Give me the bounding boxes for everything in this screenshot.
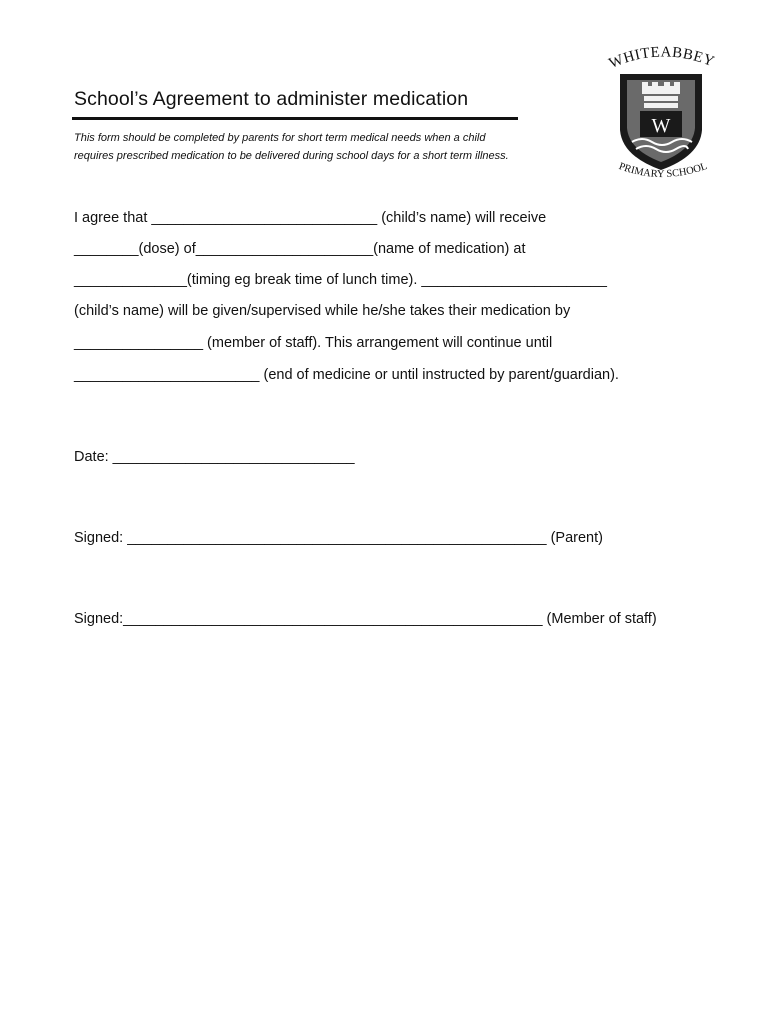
agreement-line-3: ______________(timing eg break time of lunch time). _______________________ — [74, 272, 607, 288]
title-underline — [72, 117, 518, 120]
staff-signature-field[interactable]: Signed:____________________________________________________ (Member of staff) — [74, 611, 657, 627]
intro-text — [74, 129, 614, 165]
agreement-line-5: ________________ (member of staff). This arrangement will continue until — [74, 335, 553, 351]
logo-bottom-text: PRIMARY SCHOOL — [617, 160, 709, 181]
agreement-line-6: _______________________ (end of medicine or until instructed by parent/guardian). — [74, 367, 619, 383]
logo-monogram: W — [651, 115, 671, 137]
page-title: School’s Agreement to administer medication — [74, 88, 469, 110]
agreement-line-4: (child’s name) will be given/supervised while he/she takes their medication by — [74, 303, 571, 319]
agreement-line-2: ________(dose) of______________________(name of medication) at — [74, 241, 526, 257]
logo-top-text: WHITEABBEY — [606, 46, 717, 72]
school-crest-logo — [596, 46, 726, 188]
agreement-line-1: I agree that ____________________________ (child’s name) will receive — [74, 210, 547, 226]
intro-line-2: requires prescribed medication to be delivered during school days for a short term illness. — [74, 150, 509, 162]
svg-text:WHITEABBEY — [607, 46, 717, 72]
date-field[interactable]: Date: ______________________________ — [74, 449, 355, 465]
parent-signature-field[interactable]: Signed: ____________________________________________________ (Parent) — [74, 530, 603, 546]
intro-line-1: This form should be completed by parents for short term medical needs when a child — [74, 132, 486, 144]
